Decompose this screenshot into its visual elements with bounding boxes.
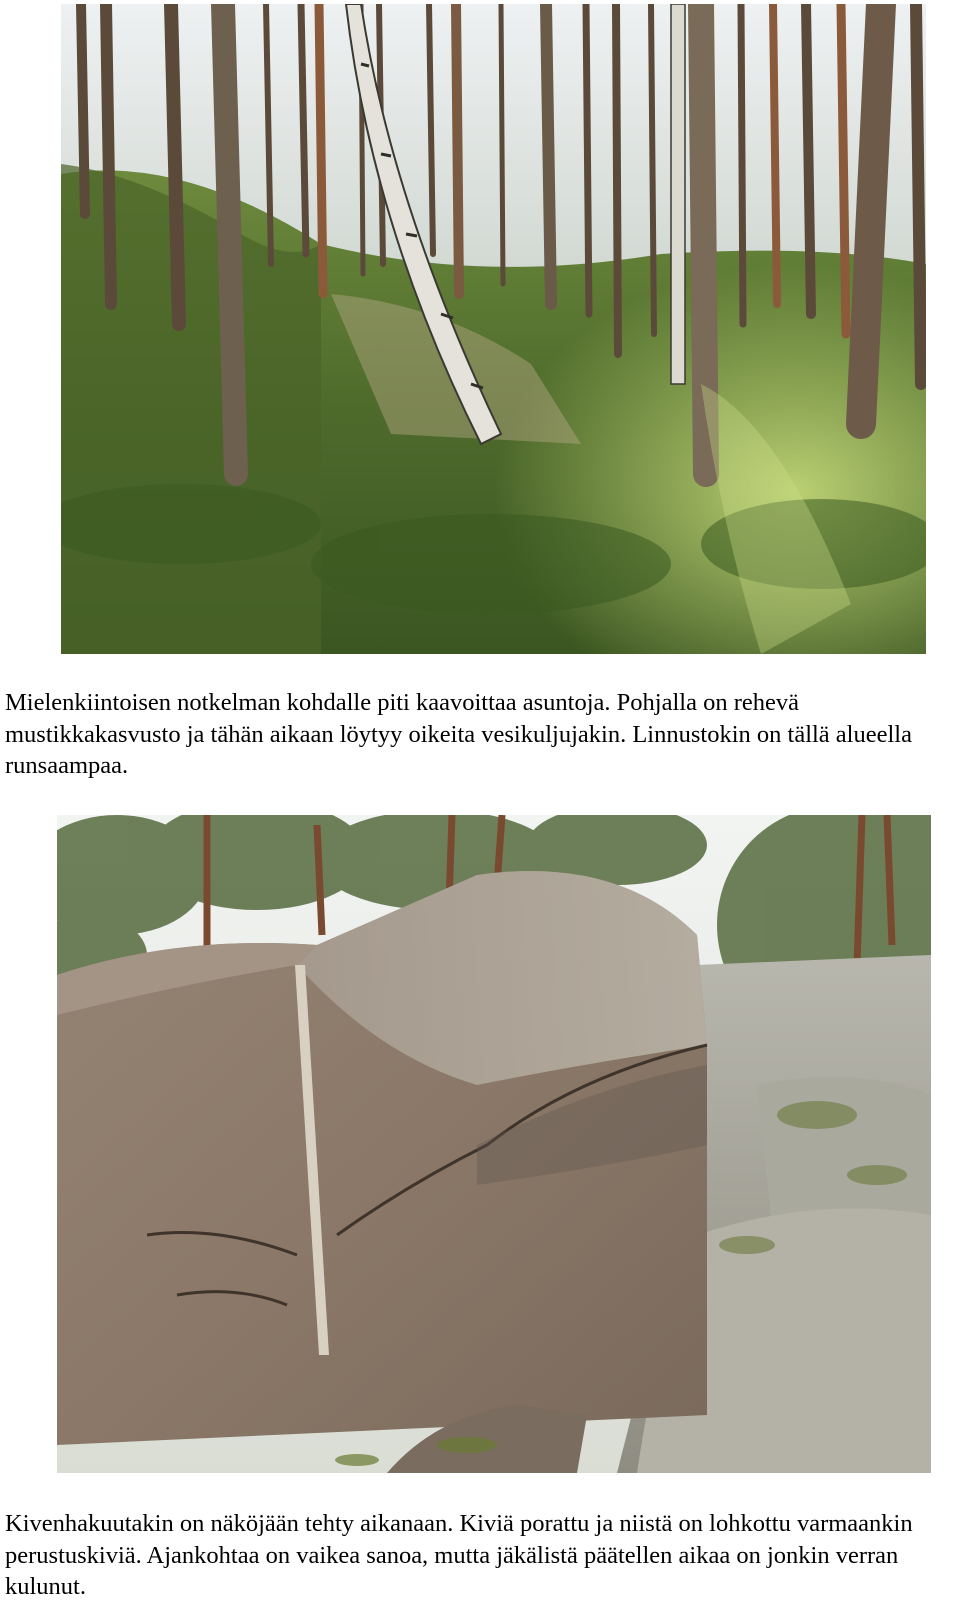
- photo-caption: Kivenhakuutakin on näköjään tehty aikanaan. Kiviä porattu ja niistä on lohkottu varmaankin perustuskiviä. Ajankohtaa on vaikea sanoa, mutta jäkälistä päätellen aikaa on jonkin verran kulunut.: [5, 1510, 913, 1600]
- photo-caption: Mielenkiintoisen notkelman kohdalle piti kaavoittaa asuntoja. Pohjalla on rehevä mustikkakasvusto ja tähän aikaan löytyy oikeita vesikuljujakin. Linnustokin on tällä alueella runsaampaa.: [5, 689, 912, 779]
- forest-photo: [61, 4, 926, 654]
- boulder-photo: [57, 815, 931, 1473]
